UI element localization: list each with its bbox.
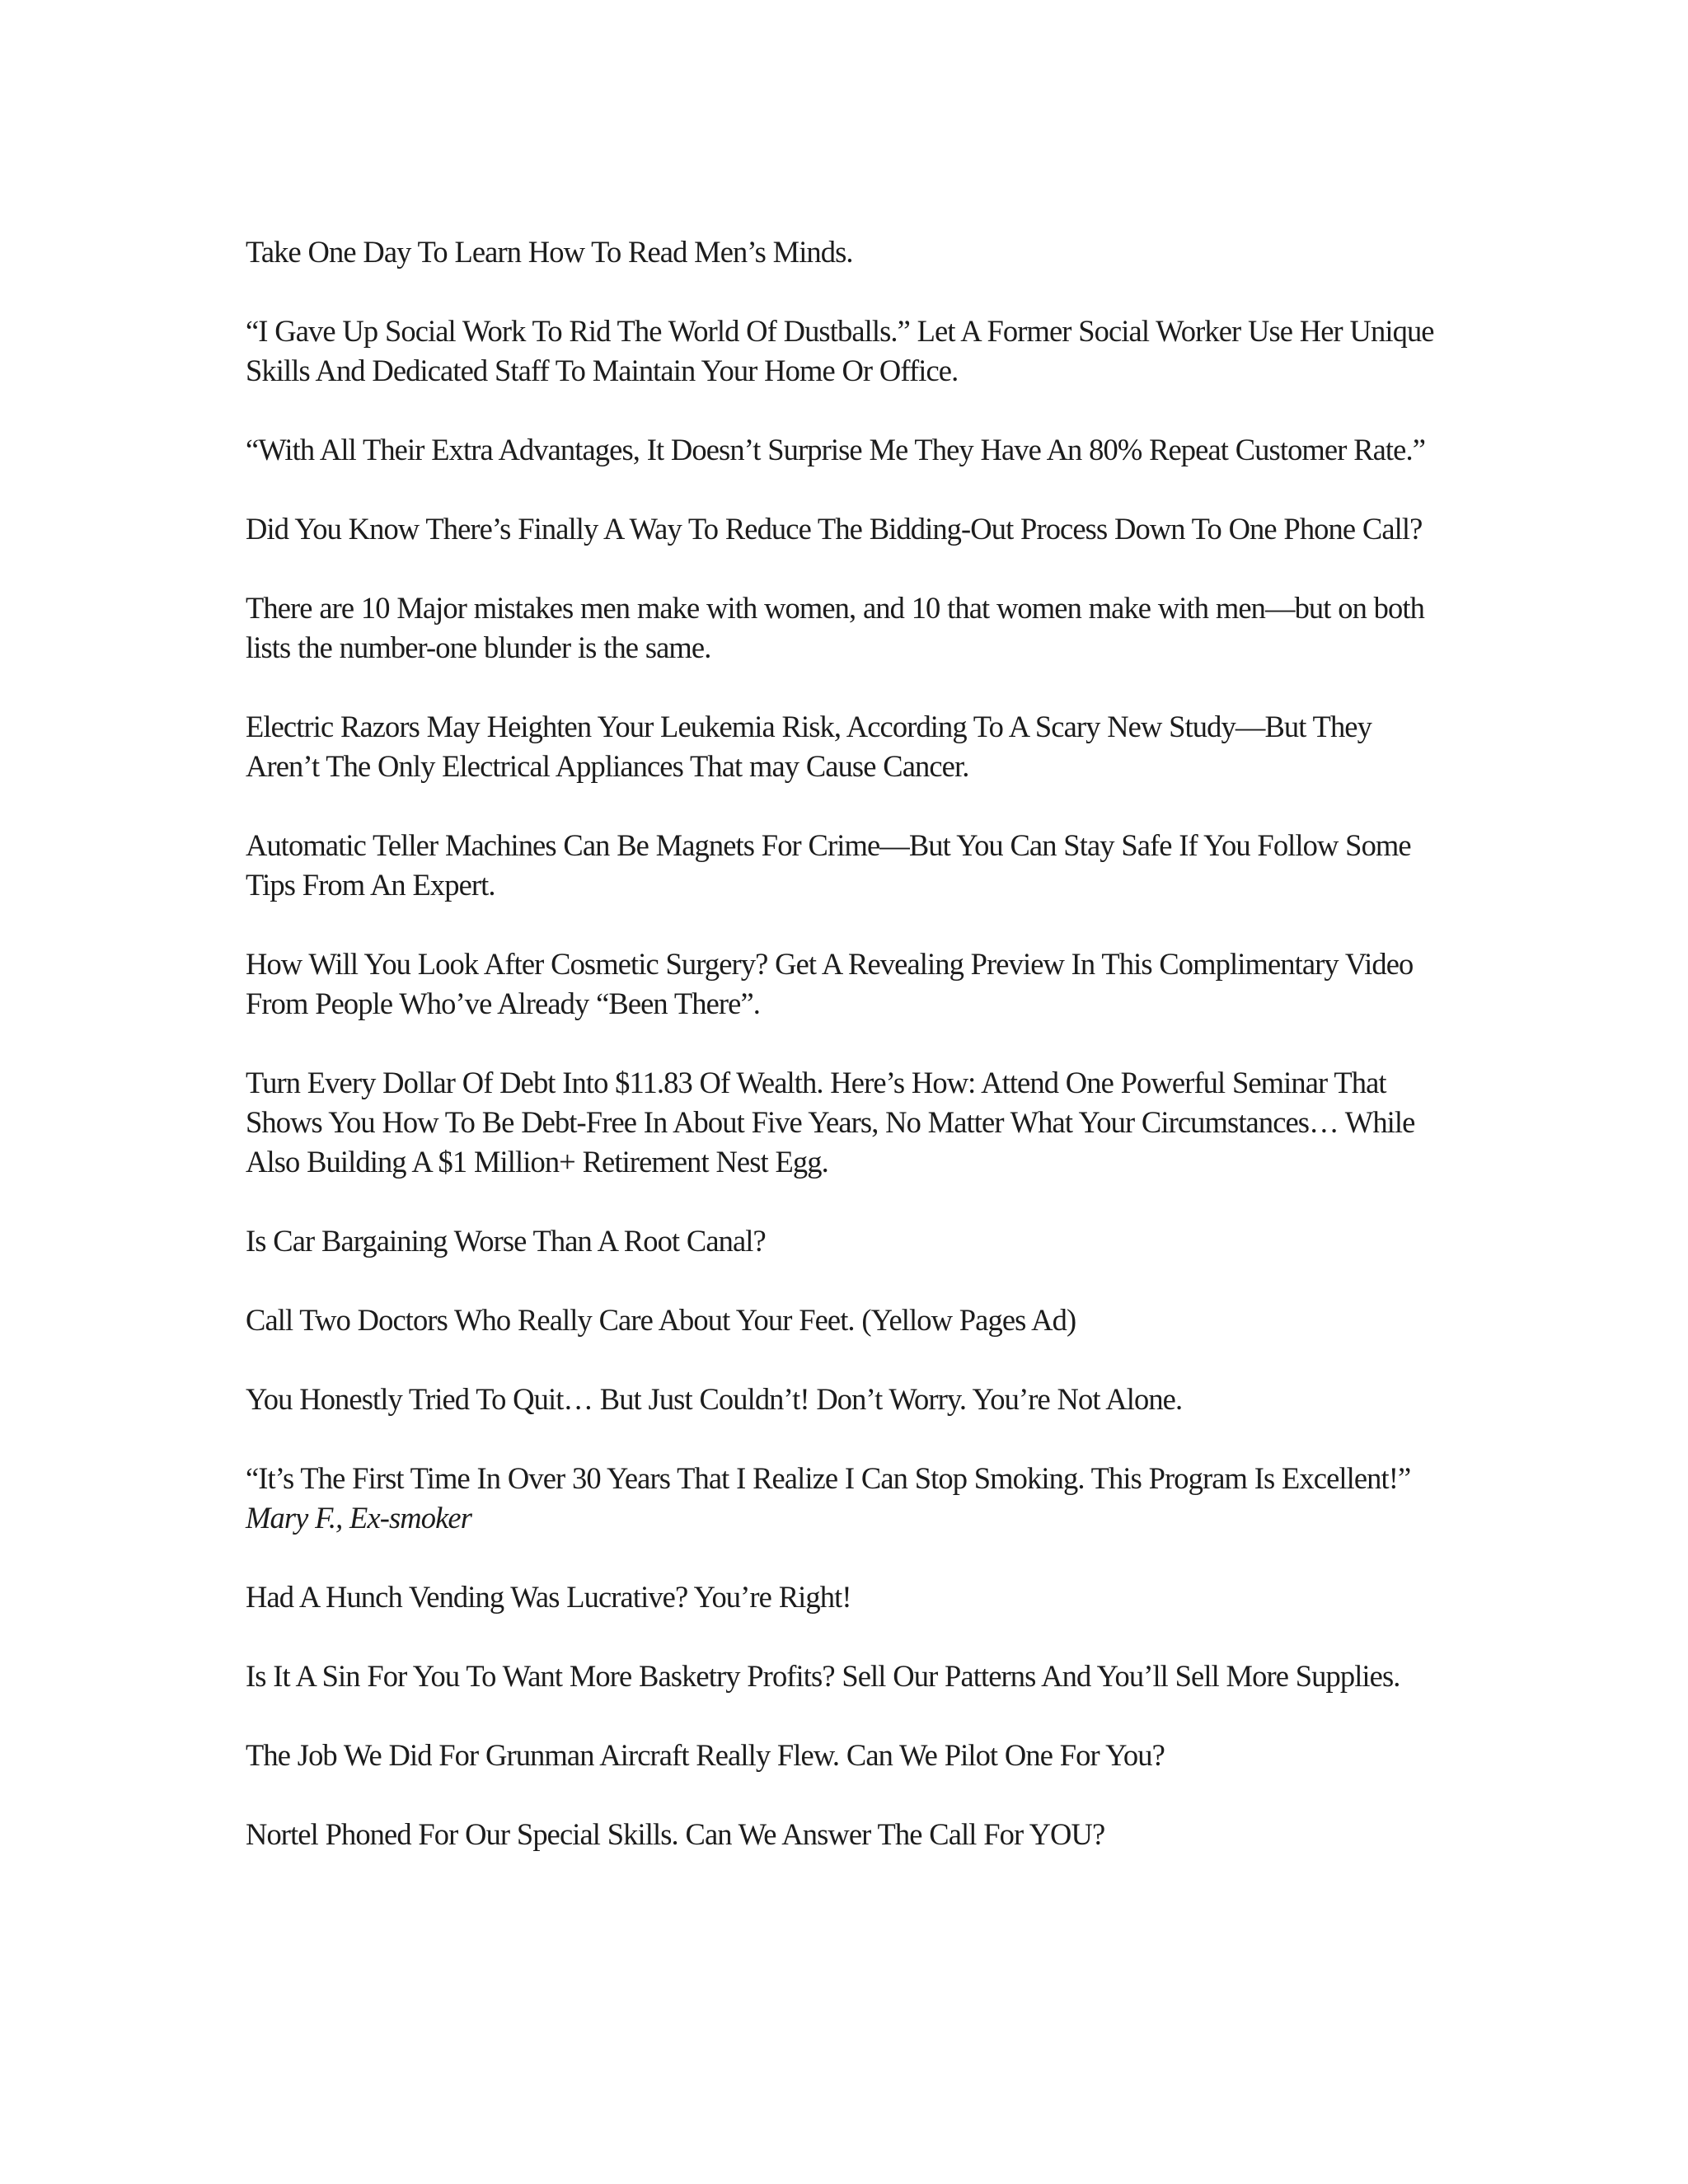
headline: [246, 826, 1441, 905]
headline: [246, 1815, 1441, 1854]
testimonial-attribution: Mary F., Ex-smoker: [246, 1501, 472, 1535]
headline: [246, 1657, 1441, 1696]
headline-text: The Job We Did For Grunman Aircraft Really Flew. Can We Pilot One For You?: [246, 1738, 1165, 1772]
headline-text: Take One Day To Learn How To Read Men’s Minds.: [246, 235, 853, 269]
headline-text: “It’s The First Time In Over 30 Years That I Realize I Can Stop Smoking. This Program Is Excellent!”: [246, 1461, 1411, 1495]
headline-text: Did You Know There’s Finally A Way To Reduce The Bidding-Out Process Down To One Phone Call?: [246, 512, 1423, 546]
headline: [246, 232, 1441, 272]
headline: [246, 1221, 1441, 1261]
headline: [246, 1301, 1441, 1340]
headline-text: Electric Razors May Heighten Your Leukemia Risk, According To A Scary New Study—But They Aren’t The Only Electrical Appliances That may Cause Cancer.: [246, 710, 1372, 783]
headline: [246, 1380, 1441, 1419]
headline-text: Automatic Teller Machines Can Be Magnets For Crime—But You Can Stay Safe If You Follow Some Tips From An Expert.: [246, 828, 1411, 902]
headline: [246, 944, 1441, 1024]
headline-text: “I Gave Up Social Work To Rid The World Of Dustballs.” Let A Former Social Worker Use Her Unique Skills And Dedicated Staff To Maintain Your Home Or Office.: [246, 314, 1434, 387]
headline: [246, 588, 1441, 668]
headline-text: Had A Hunch Vending Was Lucrative? You’re Right!: [246, 1580, 851, 1614]
headline-text: “With All Their Extra Advantages, It Doesn’t Surprise Me They Have An 80% Repeat Customer Rate.”: [246, 433, 1426, 466]
headline-text: How Will You Look After Cosmetic Surgery? Get A Revealing Preview In This Complimentary Video From People Who’ve Already “Been There”.: [246, 947, 1414, 1020]
headline-text: There are 10 Major mistakes men make with women, and 10 that women make with men—but on both lists the number-one blunder is the same.: [246, 591, 1424, 664]
headline-text: Call Two Doctors Who Really Care About Your Feet. (Yellow Pages Ad): [246, 1303, 1076, 1337]
headline: [246, 1736, 1441, 1775]
headline-text: Turn Every Dollar Of Debt Into $11.83 Of Wealth. Here’s How: Attend One Powerful Seminar That Shows You How To Be Debt-Free In About Five Years, No Matter What Your Circumstances… While Also Building A $1 Million+ Retirement Nest Egg.: [246, 1066, 1415, 1179]
headline: [246, 312, 1441, 391]
headline: [246, 1063, 1441, 1182]
headline: [246, 1577, 1441, 1617]
headline: [246, 430, 1441, 470]
headline: [246, 707, 1441, 786]
headline-list: [246, 232, 1441, 1894]
headline-text: You Honestly Tried To Quit… But Just Couldn’t! Don’t Worry. You’re Not Alone.: [246, 1382, 1183, 1416]
headline-text: Is It A Sin For You To Want More Basketry Profits? Sell Our Patterns And You’ll Sell More Supplies.: [246, 1659, 1400, 1693]
headline-text: Nortel Phoned For Our Special Skills. Can We Answer The Call For YOU?: [246, 1817, 1105, 1851]
headline: [246, 1459, 1441, 1538]
headline-text: Is Car Bargaining Worse Than A Root Canal?: [246, 1224, 766, 1258]
headline: [246, 509, 1441, 549]
